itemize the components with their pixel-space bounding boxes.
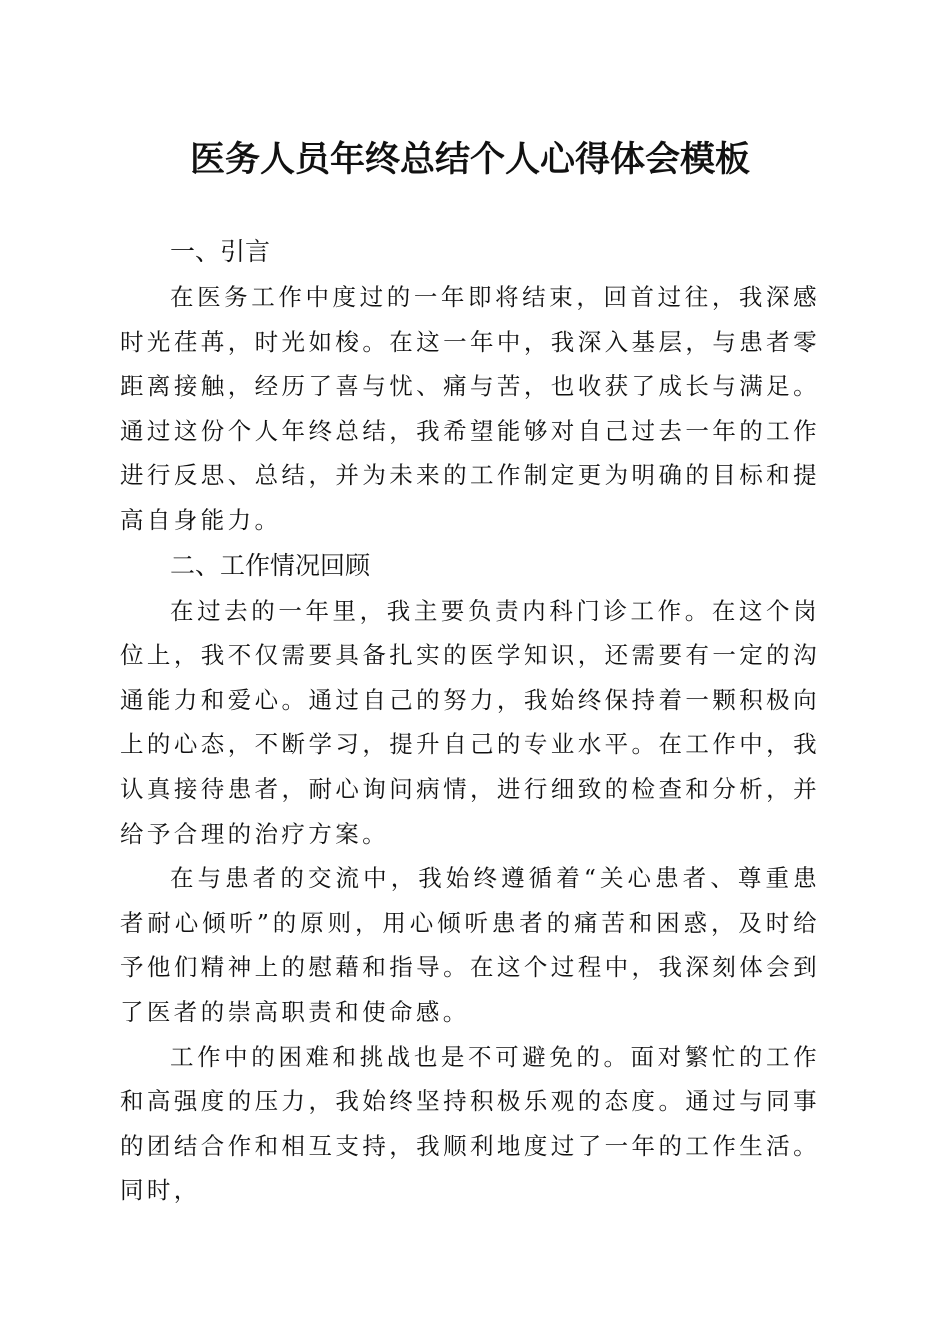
paragraph: 工作中的困难和挑战也是不可避免的。面对繁忙的工作和高强度的压力，我始终坚持积极乐观的态度。通过与同事的团结合作和相互支持，我顺利地度过了一年的工作生活。同时， (120, 1042, 820, 1205)
document-title: 医务人员年终总结个人心得体会模板 (189, 139, 750, 180)
paragraph: 在过去的一年里，我主要负责内科门诊工作。在这个岗位上，我不仅需要具备扎实的医学知识，还需要有一定的沟通能力和爱心。通过自己的努力，我始终保持着一颗积极向上的心态，不断学习，提升自己的专业水平。在工作中，我认真接待患者，耐心询问病情，进行细致的检查和分析，并给予合理的治疗方案。 (120, 596, 820, 848)
paragraph: 在与患者的交流中，我始终遵循着“关心患者、尊重患者耐心倾听”的原则，用心倾听患者的痛苦和困惑，及时给予他们精神上的慰藉和指导。在这个过程中，我深刻体会到了医者的崇高职责和使命感。 (120, 864, 820, 1026)
document-body (120, 229, 820, 1213)
section-heading-introduction: 一、引言 (170, 237, 271, 266)
paragraph: 在医务工作中度过的一年即将结束，回首过往，我深感时光荏苒，时光如梭。在这一年中，我深入基层，与患者零距离接触，经历了喜与忧、痛与苦，也收获了成长与满足。通过这份个人年终总结，我希望能够对自己过去一年的工作进行反思、总结，并为未来的工作制定更为明确的目标和提高自身能力。 (120, 283, 820, 534)
section-heading-work-review: 二、工作情况回顾 (170, 550, 371, 580)
